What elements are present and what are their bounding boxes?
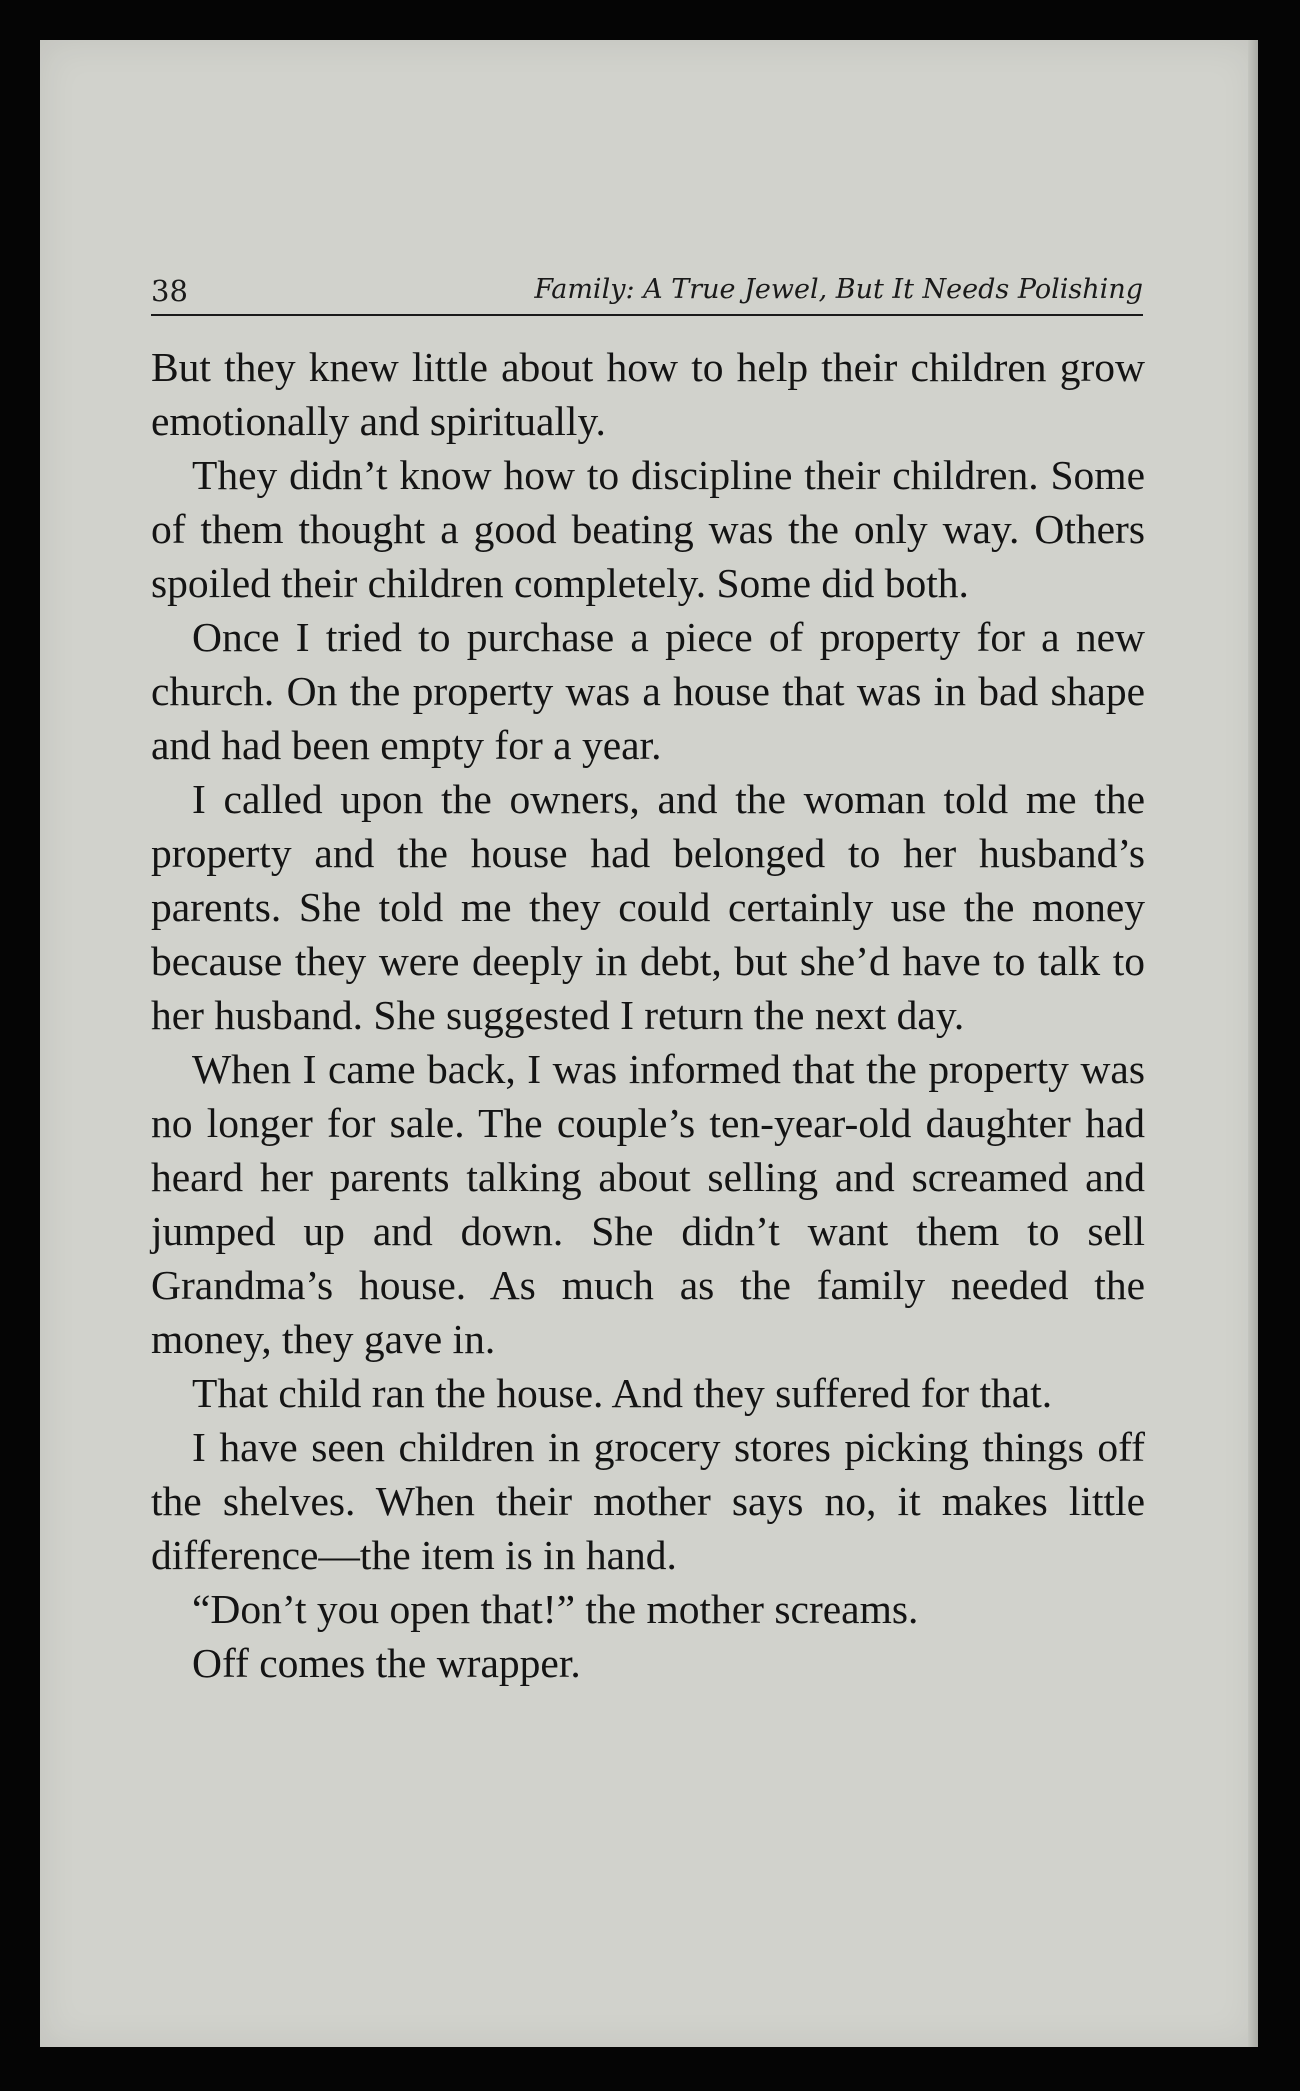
paragraph: When I came back, I was informed that the property was no longer for sale. The couple’s ten-year-old daughter had heard her parents talking about selling and screamed and jumped up and down. She didn’t want them to sell Grandma’s house. As much as the family needed the money, they gave in. bbox=[151, 1046, 1145, 1362]
paragraph: That child ran the house. And they suffered for that. bbox=[192, 1370, 1053, 1416]
running-header bbox=[151, 272, 1143, 316]
paragraph: Once I tried to purchase a piece of property for a new church. On the property was a house that was in bad shape and had been empty for a year. bbox=[151, 614, 1145, 768]
body-text bbox=[151, 340, 1145, 1690]
running-title: Family: A True Jewel, But It Needs Polishing bbox=[534, 274, 1143, 305]
paragraph: But they knew little about how to help their children grow emotionally and spiritually. bbox=[151, 344, 1145, 444]
paragraph: I called upon the owners, and the woman told me the property and the house had belonged to her husband’s parents. She told me they could certainly use the money because they were deeply in debt, but she’d have to talk to her husband. She suggested I return the next day. bbox=[151, 776, 1145, 1038]
paragraph: “Don’t you open that!” the mother screams. bbox=[192, 1586, 919, 1632]
paragraph: I have seen children in grocery stores picking things off the shelves. When their mother says no, it makes little difference—the item is in hand. bbox=[151, 1424, 1145, 1578]
page-edge bbox=[1248, 40, 1258, 2047]
paragraph: They didn’t know how to discipline their children. Some of them thought a good beating was the only way. Others spoiled their children completely. Some did both. bbox=[151, 452, 1145, 606]
book-page bbox=[40, 40, 1258, 2047]
page-number: 38 bbox=[151, 274, 188, 308]
paragraph: Off comes the wrapper. bbox=[192, 1640, 581, 1686]
